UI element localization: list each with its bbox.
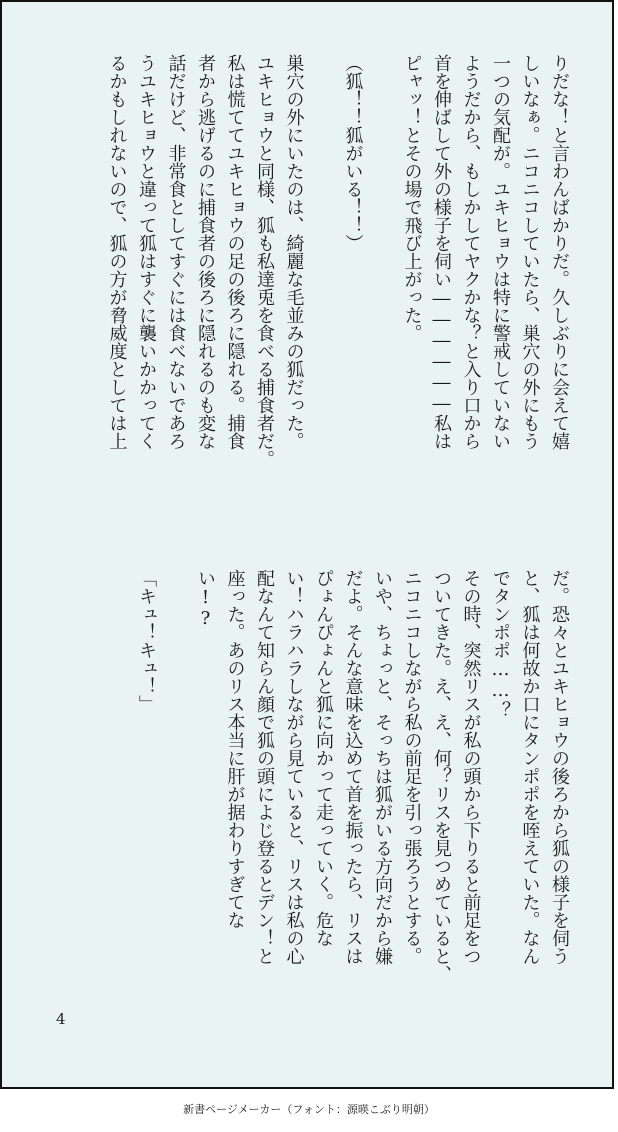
text-line (309, 54, 339, 524)
text-line: でタンポポ……？ (490, 569, 511, 719)
page-number: 4 (56, 1010, 66, 1028)
text-line: うユキヒョウと違って狐はすぐに襲いかかってく (136, 54, 157, 450)
upper-text-block (102, 54, 574, 524)
text-line: るかもしれないので、狐の方が脅威度としては上 (106, 54, 128, 450)
text-line: （狐！！狐がいる！！） (342, 54, 364, 252)
text-line: その時、突然リスが私の頭から下りると前足をつ (460, 569, 482, 965)
text-line: だ。恐々とユキヒョウの後ろから狐の様子を伺う (549, 569, 570, 965)
text-line: と、狐は何故か口にタンポポを咥えていた。なん (519, 569, 541, 965)
text-line: 「キュ！キュ！」 (136, 569, 157, 713)
text-line (368, 54, 398, 524)
text-line: 配なんて知らん顔で狐の頭によじ登るとデン！と (254, 569, 275, 965)
text-line: ついてきた。え、え、何？リスを見つめていると、 (431, 569, 452, 983)
text-line: 首を伸ばして外の様子を伺い――――――私は (431, 54, 452, 450)
text-line: い!? (195, 569, 216, 629)
text-line: ピャッ！とその場で飛び上がった。 (401, 54, 423, 342)
text-line: りだな！と言わんばかりだ。久しぶりに会えて嬉 (549, 54, 570, 450)
text-line: 巣穴の外にいたのは、綺麗な毛並みの狐だった。 (283, 54, 305, 450)
text-line: ニコニコしながら私の前足を引っ張ろうとする。 (401, 569, 423, 965)
text-line: しいなぁ。ニコニコしていたら、巣穴の外にもう (519, 54, 541, 450)
text-line: ようだから、もしかしてヤクかな？と入り口から (460, 54, 482, 450)
text-line: 一つの気配が。ユキヒョウは特に警戒していない (490, 54, 511, 450)
text-line: 座った。あのリス本当に肝が据わりすぎてな (224, 569, 246, 929)
text-line: い！ハラハラしながら見ていると、リスは私の心 (283, 569, 305, 965)
text-line: 私は慌ててユキヒョウの足の後ろに隠れる。捕食 (224, 54, 246, 450)
lower-text-block (132, 569, 575, 1039)
text-line: ユキヒョウと同様、狐も私達兎を食べる捕食者だ。 (254, 54, 275, 468)
footer-credit: 新書ページメーカー（フォント：源暎こぶり明朝） (183, 1103, 435, 1116)
text-line: いや、ちょっと、そっちは狐がいる方向だから嫌 (372, 569, 393, 965)
text-line: ぴょんぴょんと狐に向かって走っていく。危な (313, 569, 334, 947)
text-line: 者から逃げるのに捕食者の後ろに隠れるのも変な (195, 54, 216, 450)
text-line: 話だけど、非常食としてすぐには食べないであろ (165, 54, 187, 450)
text-line (161, 569, 191, 1039)
text-line: だよ。そんな意味を込めて首を振ったら、リスは (342, 569, 364, 965)
